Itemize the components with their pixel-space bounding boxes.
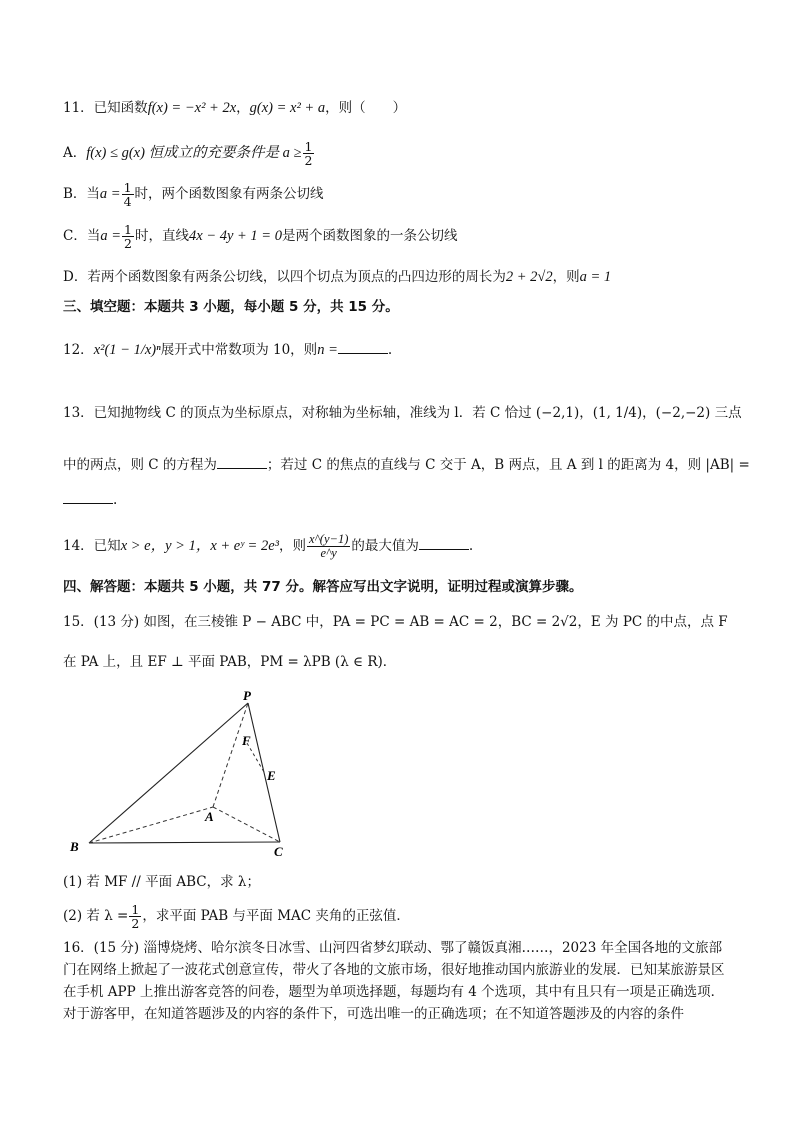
- option-d-end: ，则: [552, 269, 580, 285]
- q11-option-c: [63, 223, 457, 250]
- q11-g-def: g(x) = x² + a: [249, 100, 326, 116]
- q11-option-d: [63, 267, 611, 287]
- option-c-fraction: [122, 223, 134, 250]
- q13-line3: [63, 490, 117, 510]
- q15-line1: 15．(13 分) 如图，在三棱锥 P − ABC 中，PA = PC = AB = AC = 2，BC = 2√2，E 为 PC 的中点，点 F: [63, 614, 728, 630]
- q11-stem-text: 11．已知函数: [63, 100, 148, 116]
- q15-sub2-text-b: ，求平面 PAB 与平面 MAC 夹角的正弦值．: [142, 908, 410, 924]
- option-c-line: 4x − 4y + 1 = 0: [188, 228, 282, 244]
- frac-den: e^y: [320, 546, 337, 560]
- q14: [63, 533, 473, 560]
- q15-sub1: (1) 若 MF // 平面 ABC，求 λ；: [63, 874, 260, 890]
- option-d-a: a = 1: [579, 269, 612, 285]
- q15-sub2: [63, 903, 410, 930]
- q11-f-def: f(x) = −x² + 2x: [147, 100, 237, 116]
- frac-den: 2: [124, 236, 132, 251]
- q15-line2: 在 PA 上，且 EF ⊥ 平面 PAB，PM = λPB (λ ∈ R)．: [63, 654, 397, 670]
- q12-text: 展开式中常数项为 10，则: [160, 342, 318, 358]
- option-c-label: C．当: [63, 228, 101, 244]
- q13-blank-2[interactable]: [63, 491, 113, 504]
- label-e: E: [267, 768, 276, 783]
- frac-num: 1: [304, 139, 313, 154]
- q12-expression: x²(1 − 1/x)ⁿ: [93, 342, 161, 358]
- q12-n: n =: [317, 342, 338, 358]
- q13-text-a: 中的两点，则 C 的方程为: [63, 457, 217, 473]
- q14-condition: x > e，y > 1，x + eʸ = 2e³: [120, 538, 279, 554]
- label-p: P: [243, 690, 251, 703]
- q11-stem: 11．已知函数f(x) = −x² + 2x，g(x) = x² + a，则（ ）: [63, 100, 407, 116]
- option-d-text: D．若两个函数图象有两条公切线，以四个切点为顶点的凸四边形的周长为: [63, 269, 506, 285]
- q12-number: 12．: [63, 342, 94, 358]
- frac-den: 2: [131, 916, 140, 931]
- q12-answer-blank[interactable]: [338, 341, 388, 354]
- tetrahedron-figure: [60, 690, 300, 865]
- q13-end: .: [113, 492, 118, 508]
- q12-end: .: [387, 342, 393, 358]
- option-b-a: a =: [99, 186, 121, 202]
- q13-line1: 13．已知抛物线 C 的顶点为坐标原点，对称轴为坐标轴，准线为 l．若 C 恰过 (−2,1)，(1, 1/4)，(−2,−2) 三点: [63, 405, 742, 421]
- option-c-a: a =: [100, 228, 122, 244]
- q11-stem-end: ，则（ ）: [325, 100, 407, 116]
- frac-num: 1: [123, 180, 132, 195]
- edge-bc: [89, 842, 280, 843]
- frac-num: 1: [131, 902, 140, 917]
- q13-line2: [63, 455, 750, 475]
- option-a-label: A．: [63, 145, 87, 161]
- q11-option-a: [63, 140, 315, 167]
- q14-text1: 14．已知: [63, 538, 121, 554]
- q11-option-b: [63, 181, 324, 208]
- q15-sub2-fraction: [129, 903, 141, 930]
- option-a-fraction: [303, 140, 315, 167]
- q16-paragraph: 16．(15 分) 淄博烧烤、哈尔滨冬日冰雪、山河四省梦幻联动、鄂了赣饭真湘……，2023 年全国各地的文旅部门在网络上掀起了一波花式创意宣传，带火了各地的文旅市场，很好地推动国内旅游业的发展．已知某旅游景区在手机 APP 上推出游客竞答的问卷，题型为单项选择题，每题均有 4 个选项，其中有且只有一项是正确选项．对于游客甲，在知道答题涉及的内容的条件下，可选出唯一的正确选项；在不知道答题涉及的内容的条件: [63, 940, 725, 1022]
- option-b-text: 时，两个函数图象有两条公切线: [134, 186, 324, 202]
- q14-text2: ，则: [278, 538, 306, 554]
- frac-num: x^(y−1): [308, 532, 349, 546]
- option-d-value: 2 + 2√2: [505, 269, 553, 285]
- option-c-text1: 时，直线: [134, 228, 189, 244]
- q14-end: .: [468, 538, 474, 554]
- frac-num: 1: [124, 222, 132, 237]
- q14-fraction: [307, 533, 350, 560]
- section-3-heading: 三、填空题：本题共 3 小题，每小题 5 分，共 15 分。: [63, 299, 399, 315]
- q14-text3: 的最大值为: [351, 538, 419, 554]
- option-a-text: f(x) ≤ g(x) 恒成立的充要条件是 a ≥: [86, 145, 302, 161]
- label-b: B: [70, 839, 79, 854]
- option-b-label: B．当: [63, 186, 100, 202]
- q13-blank-1[interactable]: [217, 456, 267, 469]
- label-c: C: [274, 844, 283, 859]
- label-f: F: [242, 733, 251, 748]
- section-4-heading: 四、解答题：本题共 5 小题，共 77 分。解答应写出文字说明，证明过程或演算步骤。: [63, 579, 583, 595]
- edge-ac: [213, 807, 280, 842]
- option-b-fraction: [122, 181, 134, 208]
- q15-sub2-text-a: (2) 若 λ =: [63, 908, 129, 924]
- q12: [63, 340, 392, 360]
- q14-answer-blank[interactable]: [419, 537, 469, 550]
- label-a: A: [205, 809, 214, 824]
- frac-den: 2: [304, 153, 313, 168]
- edge-ba: [89, 807, 213, 843]
- option-c-text2: 是两个函数图象的一条公切线: [281, 228, 458, 244]
- frac-den: 4: [123, 194, 132, 209]
- q13-text-b: ；若过 C 的焦点的直线与 C 交于 A，B 两点，且 A 到 l 的距离为 4，则 |AB| =: [266, 457, 750, 473]
